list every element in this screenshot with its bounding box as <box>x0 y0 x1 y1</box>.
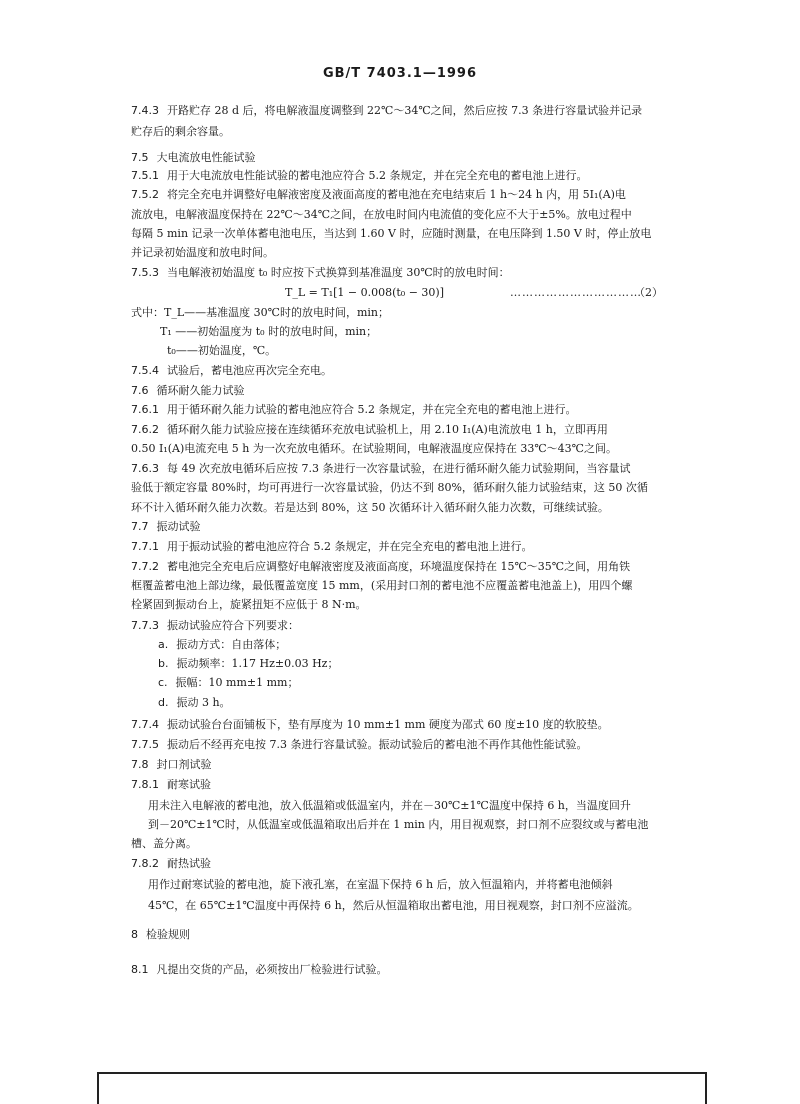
text-line <box>158 696 231 710</box>
section-number: 8.1 <box>131 963 149 976</box>
line-text: 用于振动试验的蓄电池应符合 5.2 条规定，并在完全充电的蓄电池上进行。 <box>167 540 533 553</box>
line-text: 耐寒试验 <box>167 778 211 791</box>
line-text: 用未注入电解液的蓄电池，放入低温箱或低温室内，并在－30℃±1℃温度中保持 6 h，当温度回升 <box>148 799 631 812</box>
section-number: 7.8.2 <box>131 857 159 870</box>
line-text: 将完全充电并调整好电解液密度及液面高度的蓄电池在充电结束后 1 h～24 h 内，用 5I₁(A)电 <box>167 188 626 201</box>
line-text: 循环耐久能力试验应接在连续循环充放电试验机上，用 2.10 I₁(A)电流放电 1 h，立即再用 <box>167 423 608 436</box>
formula-number: （2） <box>634 286 663 299</box>
line-text: 循环耐久能力试验 <box>156 384 245 397</box>
section-number: 7.6.2 <box>131 423 159 436</box>
section-number: 7.7 <box>131 520 149 533</box>
standard-header: GB/T 7403.1—1996 <box>322 66 478 81</box>
section-number: 7.7.4 <box>131 718 159 731</box>
text-line <box>131 619 299 633</box>
section-number: 7.6.1 <box>131 403 159 416</box>
text-line <box>131 151 256 165</box>
text-line <box>285 286 444 300</box>
text-line <box>131 104 642 118</box>
line-text: 振动试验台台面铺板下，垫有厚度为 10 mm±1 mm 硬度为邵式 60 度±10 度的软胶垫。 <box>167 718 609 731</box>
text-line <box>131 266 510 280</box>
line-text: 振幅：10 mm±1 mm； <box>175 676 299 689</box>
line-text: 流放电，电解液温度保持在 22℃～34℃之间，在放电时间内电流值的变化应不大于±5%。放电过程中 <box>131 208 632 221</box>
text-line <box>131 442 617 456</box>
text-line <box>131 560 630 574</box>
line-text: 栓紧固到振动台上，旋紧扭矩不应低于 8 N·m。 <box>131 598 367 611</box>
line-text: 振动后不经再充电按 7.3 条进行容量试验。振动试验后的蓄电池不再作其他性能试验。 <box>167 738 588 751</box>
section-number: 7.6 <box>131 384 149 397</box>
section-number: 7.5 <box>131 151 149 164</box>
line-text: 0.50 I₁(A)电流充电 5 h 为一次充放电循环。在试验期间，电解液温度应保持在 33℃～43℃之间。 <box>131 442 617 455</box>
line-text: 检验规则 <box>146 928 190 941</box>
text-line <box>131 227 651 241</box>
line-text: 试验后，蓄电池应再次完全充电。 <box>167 364 332 377</box>
text-line <box>131 738 587 752</box>
line-text: 到－20℃±1℃时，从低温室或低温箱取出后并在 1 min 内，用目视观察，封口剂不应裂纹或与蓄电池 <box>148 818 649 831</box>
section-number: 7.7.2 <box>131 560 159 573</box>
line-text: 验低于额定容量 80%时，均可再进行一次容量试验，仍达不到 80%，循环耐久能力试验结束，这 50 次循 <box>131 481 648 494</box>
text-line <box>167 344 276 358</box>
text-line <box>131 125 230 139</box>
line-text: t₀——初始温度，℃。 <box>167 344 277 357</box>
line-text: 45℃，在 65℃±1℃温度中再保持 6 h，然后从恒温箱取出蓄电池，用目视观察，封口剂不应溢流。 <box>148 899 639 912</box>
text-line <box>131 208 632 222</box>
line-text: 当电解液初始温度 t₀ 时应按下式换算到基准温度 30℃时的放电时间： <box>167 266 510 279</box>
line-text: 大电流放电性能试验 <box>156 151 256 164</box>
text-line <box>131 928 190 942</box>
text-line <box>148 818 648 832</box>
text-line <box>131 579 632 593</box>
text-line <box>131 246 274 260</box>
text-line <box>131 306 389 320</box>
text-line <box>131 462 630 476</box>
line-text: 用于循环耐久能力试验的蓄电池应符合 5.2 条规定，并在完全充电的蓄电池上进行。 <box>167 403 577 416</box>
section-number: c. <box>158 676 168 689</box>
text-line <box>158 638 286 652</box>
section-number: 7.5.4 <box>131 364 159 377</box>
line-text: 蓄电池完全充电后应调整好电解液密度及液面高度，环境温度保持在 15℃～35℃之间，用角铁 <box>167 560 631 573</box>
text-line <box>148 878 613 892</box>
line-text: 槽、盖分离。 <box>131 837 197 850</box>
line-text: 振动试验 <box>156 520 201 533</box>
text-line <box>131 501 609 515</box>
text-line <box>131 481 648 495</box>
text-line <box>131 423 608 437</box>
line-text: 封口剂试验 <box>156 758 212 771</box>
section-number: 7.6.3 <box>131 462 159 475</box>
section-number: 7.7.1 <box>131 540 159 553</box>
line-text: 每 49 次充放电循环后应按 7.3 条进行一次容量试验，在进行循环耐久能力试验期间，当容量试 <box>167 462 631 475</box>
section-number: b. <box>158 657 169 670</box>
text-line <box>158 657 338 671</box>
text-line <box>158 676 298 690</box>
section-number: 7.5.3 <box>131 266 159 279</box>
text-line <box>131 540 533 554</box>
text-line <box>131 718 609 732</box>
section-number: 7.4.3 <box>131 104 159 117</box>
line-text: 开路贮存 28 d 后，将电解液温度调整到 22℃～34℃之间，然后应按 7.3 条进行容量试验并记录 <box>167 104 643 117</box>
section-number: 7.5.1 <box>131 169 159 182</box>
text-line <box>131 758 212 772</box>
bottom-frame <box>97 1072 707 1104</box>
text-line <box>131 778 211 792</box>
text-line <box>131 857 211 871</box>
line-text: 凡提出交货的产品，必须按出厂检验进行试验。 <box>156 963 388 976</box>
line-text: 振动 3 h。 <box>176 696 231 709</box>
section-number: 7.8.1 <box>131 778 159 791</box>
section-number: 7.5.2 <box>131 188 159 201</box>
text-line <box>131 520 201 534</box>
line-text: 用于大电流放电性能试验的蓄电池应符合 5.2 条规定，并在完全充电的蓄电池上进行。 <box>167 169 588 182</box>
text-line <box>131 384 245 398</box>
section-number: 7.8 <box>131 758 149 771</box>
section-number: 7.7.3 <box>131 619 159 632</box>
text-line <box>131 188 626 202</box>
line-text: 耐热试验 <box>167 857 211 870</box>
text-line <box>131 169 587 183</box>
section-number: 7.7.5 <box>131 738 159 751</box>
text-line <box>131 598 367 612</box>
section-number: 8 <box>131 928 138 941</box>
formula-leader-dots: …………………………… <box>510 286 642 299</box>
text-line <box>160 325 377 339</box>
text-line <box>148 899 639 913</box>
section-number: d. <box>158 696 169 709</box>
line-text: 每隔 5 min 记录一次单体蓄电池电压，当达到 1.60 V 时，应随时测量，在电压降到 1.50 V 时，停止放电 <box>131 227 652 240</box>
text-line <box>131 837 197 851</box>
text-line <box>131 364 332 378</box>
line-text: 贮存后的剩余容量。 <box>131 125 230 138</box>
section-number: a. <box>158 638 169 651</box>
text-line <box>131 403 576 417</box>
line-text: 环不计入循环耐久能力次数。若是达到 80%，这 50 次循环计入循环耐久能力次数，可继续试验。 <box>131 501 609 514</box>
line-text: T₁ ——初始温度为 t₀ 时的放电时间，min； <box>160 325 378 338</box>
line-text: 用作过耐寒试验的蓄电池，旋下液孔塞，在室温下保持 6 h 后，放入恒温箱内，并将蓄电池倾斜 <box>148 878 613 891</box>
text-line <box>131 963 388 977</box>
line-text: 式中：T_L——基准温度 30℃时的放电时间，min； <box>131 306 389 319</box>
line-text: 振动频率：1.17 Hz±0.03 Hz； <box>176 657 339 670</box>
line-text: 并记录初始温度和放电时间。 <box>131 246 274 259</box>
line-text: 框覆盖蓄电池上部边缘，最低覆盖宽度 15 mm，(采用封口剂的蓄电池不应覆盖蓄电池盖上)，用四个螺 <box>131 579 633 592</box>
text-line <box>148 799 631 813</box>
line-text: 振动试验应符合下列要求： <box>167 619 299 632</box>
line-text: T_L = T₁[1 − 0.008(t₀ − 30)] <box>285 286 445 299</box>
line-text: 振动方式：自由落体； <box>176 638 287 651</box>
